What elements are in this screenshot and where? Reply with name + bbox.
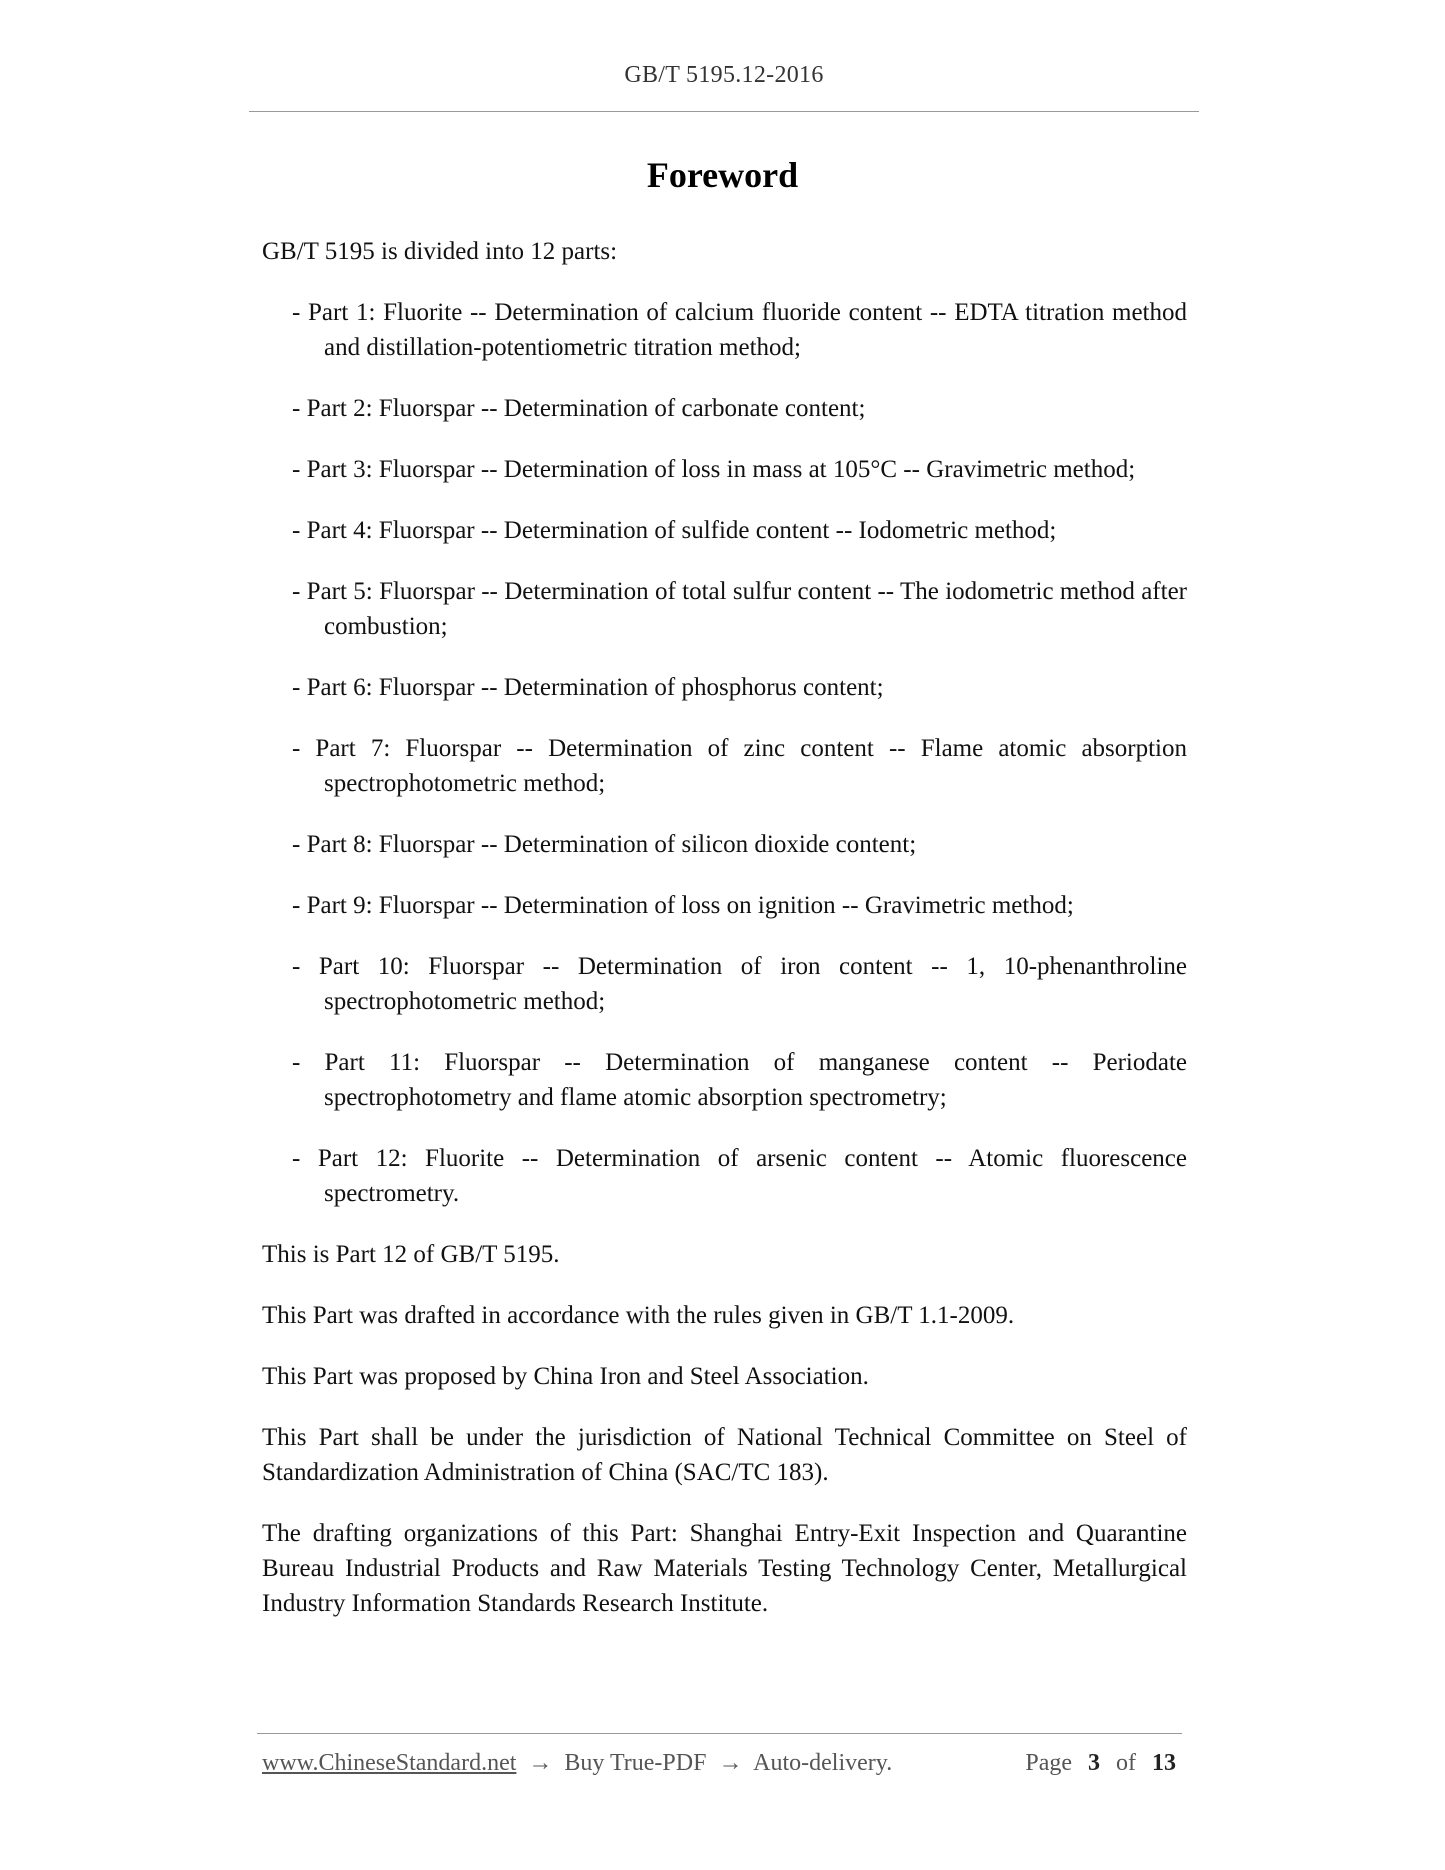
page-total: 13 xyxy=(1152,1750,1176,1776)
header-divider xyxy=(249,111,1199,112)
site-link[interactable]: www.ChineseStandard.net xyxy=(262,1750,517,1776)
page-header: GB/T 5195.12-2016 xyxy=(624,62,824,88)
page-number: 3 xyxy=(1088,1750,1100,1776)
foreword-body xyxy=(262,234,1187,1647)
list-item: - Part 4: Fluorspar -- Determination of sulfide content -- Iodometric method; xyxy=(292,517,1057,544)
list-item: - Part 11: Fluorspar -- Determination of manganese content -- Periodate spectrophotometry and flame atomic absorption spectrometry; xyxy=(292,1049,1187,1111)
buy-text: Buy True-PDF xyxy=(564,1750,707,1776)
of-label: of xyxy=(1116,1750,1136,1776)
list-item: - Part 2: Fluorspar -- Determination of carbonate content; xyxy=(292,395,866,422)
list-item: - Part 12: Fluorite -- Determination of arsenic content -- Atomic fluorescence spectrometry. xyxy=(292,1145,1187,1207)
body-paragraph: The drafting organizations of this Part: Shanghai Entry-Exit Inspection and Quarantine Bureau Industrial Products and Raw Materials Testing Technology Center, Metallurgical Industry Information Standards Research Institute. xyxy=(262,1520,1187,1617)
body-paragraph: This is Part 12 of GB/T 5195. xyxy=(262,1241,560,1268)
list-item: - Part 9: Fluorspar -- Determination of loss on ignition -- Gravimetric method; xyxy=(292,892,1074,919)
list-item: - Part 8: Fluorspar -- Determination of silicon dioxide content; xyxy=(292,831,917,858)
arrow-right-icon: → xyxy=(528,1750,553,1776)
parts-list xyxy=(262,295,1187,1211)
page-label: Page xyxy=(1025,1750,1072,1776)
list-item: - Part 1: Fluorite -- Determination of calcium fluoride content -- EDTA titration method and distillation-potentiometric titration method; xyxy=(292,299,1187,361)
delivery-text: Auto-delivery. xyxy=(753,1750,893,1776)
list-item: - Part 6: Fluorspar -- Determination of phosphorus content; xyxy=(292,674,884,701)
page-indicator xyxy=(1025,1750,1176,1777)
body-paragraph: This Part was proposed by China Iron and Steel Association. xyxy=(262,1363,869,1390)
intro-paragraph: GB/T 5195 is divided into 12 parts: xyxy=(262,238,618,265)
page-title: Foreword xyxy=(646,155,799,195)
footer-promo xyxy=(262,1750,892,1777)
list-item: - Part 7: Fluorspar -- Determination of zinc content -- Flame atomic absorption spectrophotometric method; xyxy=(292,735,1187,797)
arrow-right-icon: → xyxy=(718,1750,743,1776)
list-item: - Part 3: Fluorspar -- Determination of loss in mass at 105°C -- Gravimetric method; xyxy=(292,456,1136,483)
body-paragraph: This Part was drafted in accordance with the rules given in GB/T 1.1-2009. xyxy=(262,1302,1015,1329)
body-paragraph: This Part shall be under the jurisdiction of National Technical Committee on Steel of Standardization Administration of China (SAC/TC 183). xyxy=(262,1424,1187,1486)
list-item: - Part 5: Fluorspar -- Determination of total sulfur content -- The iodometric method after combustion; xyxy=(292,578,1187,640)
footer-divider xyxy=(257,1733,1182,1734)
list-item: - Part 10: Fluorspar -- Determination of iron content -- 1, 10-phenanthroline spectrophotometric method; xyxy=(292,953,1187,1015)
